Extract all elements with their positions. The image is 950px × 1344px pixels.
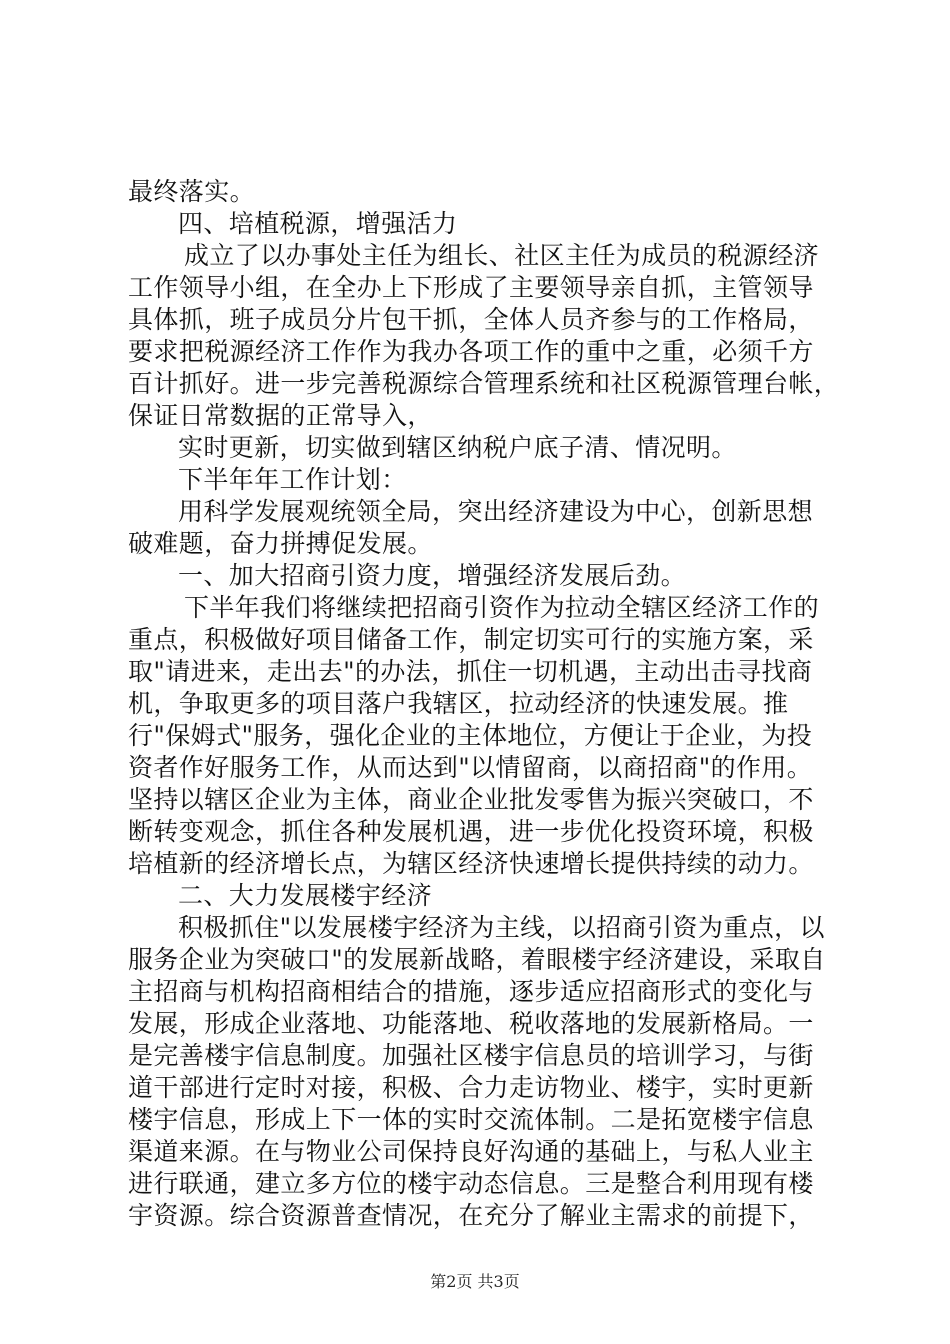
section-heading: 下半年年工作计划： [178,465,407,494]
text-line: 断转变观念，抓住各种发展机遇，进一步优化投资环境，积极 [128,817,814,846]
text-line: 要求把税源经济工作作为我办各项工作的重中之重，必须千方 [128,337,814,366]
text-line: 取"请进来，走出去"的办法，抓住一切机遇，主动出击寻找商 [128,657,813,686]
text-line: 宇资源。综合资源普查情况，在充分了解业主需求的前提下， [128,1201,814,1230]
text-line: 资者作好服务工作，从而达到"以情留商，以商招商"的作用。 [128,753,813,782]
paragraph-first-line: 用科学发展观统领全局，突出经济建设为中心，创新思想 [178,497,814,526]
text-line: 培植新的经济增长点，为辖区经济快速增长提供持续的动力。 [128,849,814,878]
text-line: 进行联通，建立多方位的楼宇动态信息。三是整合利用现有楼 [128,1169,814,1198]
paragraph-first-line: 成立了以办事处主任为组长、社区主任为成员的税源经济 [184,241,820,270]
text-line: 主招商与机构招商相结合的措施，逐步适应招商形式的变化与 [128,977,814,1006]
paragraph-first-line: 实时更新，切实做到辖区纳税户底子清、情况明。 [178,433,737,462]
text-line: 破难题，奋力拼搏促发展。 [128,529,433,558]
text-line: 保证日常数据的正常导入， [128,401,433,430]
text-line: 是完善楼宇信息制度。加强社区楼宇信息员的培训学习，与街 [128,1041,814,1070]
text-line: 百计抓好。进一步完善税源综合管理系统和社区税源管理台帐， [128,369,840,398]
text-line: 具体抓，班子成员分片包干抓，全体人员齐参与的工作格局， [128,305,814,334]
document-body [128,176,840,1232]
text-line: 坚持以辖区企业为主体，商业企业批发零售为振兴突破口，不 [128,785,814,814]
text-line: 重点，积极做好项目储备工作，制定切实可行的实施方案，采 [128,625,814,654]
paragraph-first-line: 积极抓住"以发展楼宇经济为主线，以招商引资为重点，以 [178,913,825,942]
section-heading: 一、加大招商引资力度，增强经济发展后劲。 [178,561,687,590]
paragraph-first-line: 下半年我们将继续把招商引资作为拉动全辖区经济工作的 [184,593,820,622]
text-line: 道干部进行定时对接，积极、合力走访物业、楼宇，实时更新 [128,1073,814,1102]
section-heading: 四、培植税源，增强活力 [178,209,458,238]
text-line: 发展，形成企业落地、功能落地、税收落地的发展新格局。一 [128,1009,814,1038]
text-line: 机，争取更多的项目落户我辖区，拉动经济的快速发展。推 [128,689,789,718]
text-line: 最终落实。 [128,177,256,206]
page-number-footer: 第2页 共3页 [430,1272,520,1291]
text-line: 服务企业为突破口"的发展新战略，着眼楼宇经济建设，采取自 [128,945,826,974]
text-line: 工作领导小组，在全办上下形成了主要领导亲自抓，主管领导 [128,273,814,302]
text-line: 行"保姆式"服务，强化企业的主体地位，方便让于企业，为投 [128,721,813,750]
text-line: 渠道来源。在与物业公司保持良好沟通的基础上，与私人业主 [128,1137,814,1166]
section-heading: 二、大力发展楼宇经济 [178,881,433,910]
text-line: 楼宇信息，形成上下一体的实时交流体制。二是拓宽楼宇信息 [128,1105,814,1134]
